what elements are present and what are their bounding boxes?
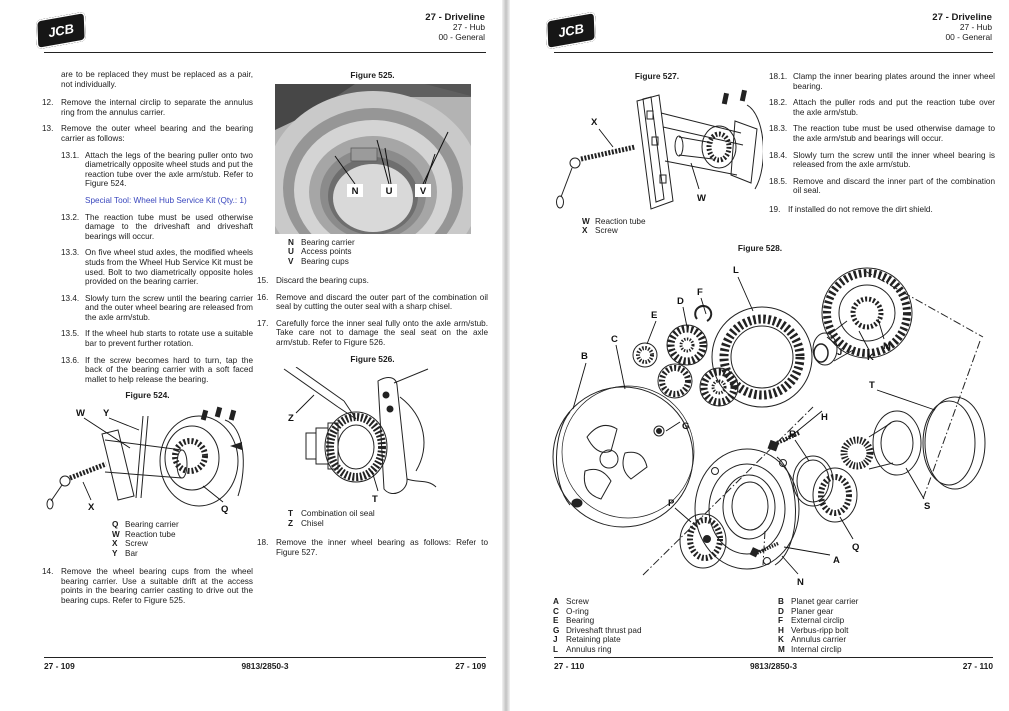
- figure-526-diagram: [278, 367, 468, 505]
- substep-number: 13.1.: [61, 150, 80, 160]
- page-footer: [554, 662, 993, 672]
- special-tool-note: Special Tool: Wheel Hub Service Kit (Qty.: 1): [85, 195, 247, 205]
- figure-527-legend: [582, 217, 763, 236]
- step-19: [769, 205, 995, 215]
- fig525-callout-u: U: [385, 185, 392, 197]
- wheel-hub-drawing: [680, 449, 799, 569]
- frame-and-hub-drawing: [661, 105, 763, 189]
- fig528-callout-b: B: [581, 350, 588, 362]
- header-rule: [44, 52, 486, 53]
- step-13-4: [61, 294, 253, 323]
- header-rule: [554, 52, 993, 53]
- fig528-callout-m: M: [883, 340, 891, 352]
- axis-lines: [643, 271, 983, 575]
- legend-row: M Internal circlip: [778, 644, 842, 654]
- substep-number: 18.2.: [769, 98, 788, 108]
- page-header: [425, 12, 485, 43]
- step-number: 18.: [257, 538, 269, 548]
- footer-doc-number: 9813/2850-3: [749, 661, 798, 671]
- fig528-callout-l: L: [733, 264, 739, 276]
- substep-text: If the screw becomes hard to turn, tap the back of the bearing carrier with a soft faced mallet to help release the bearing.: [85, 355, 253, 384]
- seal-drawing: [306, 412, 387, 482]
- figure-528-legend-right: [778, 597, 988, 654]
- substep-number: 18.1.: [769, 72, 788, 81]
- plate-drawing: [637, 95, 673, 209]
- legend-row: L Annulus ring: [553, 644, 612, 654]
- right-page-column-2: [769, 66, 995, 222]
- fig528-callout-g: G: [682, 420, 690, 432]
- fig528-callout-j: J: [837, 346, 843, 358]
- step-18-3: [769, 124, 995, 143]
- page-left: [0, 0, 502, 711]
- header-subsection: 00 - General: [438, 31, 485, 42]
- page-footer: [44, 662, 486, 672]
- step-number: 15.: [257, 276, 269, 286]
- figure-526-legend: [288, 509, 488, 528]
- legend-row: V Bearing cups: [288, 256, 349, 266]
- step-18-5: [769, 177, 995, 196]
- legend-row: B Planet gear carrier: [778, 597, 859, 606]
- substep-number: 13.2.: [61, 212, 80, 222]
- substep-number: 13.3.: [61, 248, 80, 258]
- fig524-callout-q: Q: [221, 504, 229, 516]
- fig528-callout-c: C: [611, 333, 618, 345]
- figure-527: [551, 72, 763, 236]
- figure-528-legend-left: [553, 597, 763, 654]
- screw-drawing: [557, 147, 636, 208]
- step-text: Discard the bearing cups.: [276, 276, 369, 286]
- fig528-callout-a: A: [833, 554, 840, 566]
- header-chapter: 27 - Driveline: [932, 12, 992, 23]
- step-number: 16.: [257, 292, 269, 302]
- right-page-column-1: [551, 66, 763, 236]
- header-section: 27 - Hub: [452, 22, 485, 32]
- left-page-column-2: [257, 66, 488, 564]
- jcb-logo-text: JCB: [46, 20, 76, 40]
- legend-row: C O-ring: [553, 606, 589, 616]
- step-number: 19.: [769, 204, 781, 214]
- fig528-callout-s: S: [924, 500, 931, 512]
- fig527-callout-x: X: [591, 116, 598, 128]
- step-14: [42, 567, 253, 605]
- chisel-drawing: [284, 367, 356, 419]
- step-18-4: [769, 151, 995, 170]
- fig528-callout-t: T: [869, 379, 875, 391]
- substep-number: 18.5.: [769, 176, 788, 186]
- legend-row: E Bearing: [553, 616, 595, 625]
- footer-page-number-left: 27 - 109: [44, 661, 75, 671]
- page-right: [510, 0, 1009, 711]
- carrier-drawing: [813, 268, 912, 365]
- figure-524-title: Figure 524.: [125, 390, 170, 401]
- fig526-callout-z: Z: [287, 413, 294, 425]
- step-13-2: [61, 213, 253, 242]
- legend-row: D Planer gear: [778, 606, 834, 616]
- legend-row: T Combination oil seal: [288, 509, 375, 519]
- substep-text: Attach the puller rods and put the reaction tube over the axle arm/stub.: [793, 98, 995, 117]
- axle-stub-drawing: [844, 397, 985, 489]
- step-text: Remove and discard the outer part of the combination oil seal by cutting the outer seal with a sharp chisel.: [276, 292, 488, 312]
- legend-row: W Reaction tube: [582, 216, 646, 226]
- fig528-callout-d: D: [677, 295, 684, 307]
- step-text: Remove the wheel bearing cups from the wheel bearing carrier. Use a suitable drift at the access points in the bearing carrier casting to drive out the bearing cups. Refer to Figure 525.: [61, 567, 253, 605]
- hub-drawing: [160, 416, 243, 506]
- figure-525-legend: [288, 238, 488, 267]
- annulus-ring-drawing: [712, 307, 812, 407]
- paragraph-continuation: are to be replaced they must be replaced as a pair, not individually.: [61, 70, 253, 89]
- legend-row: J Retaining plate: [553, 635, 621, 644]
- footer-rule: [44, 657, 486, 658]
- header-subsection: 00 - General: [945, 31, 992, 42]
- step-18-2: [769, 98, 995, 117]
- legend-row: Q Bearing carrier: [112, 520, 179, 530]
- fig528-callout-q: Q: [852, 541, 860, 553]
- fig526-callout-t: T: [371, 494, 378, 506]
- step-number: 17.: [257, 318, 269, 328]
- footer-doc-number: 9813/2850-3: [241, 661, 289, 671]
- header-chapter: 27 - Driveline: [425, 12, 485, 23]
- step-13-5: [61, 329, 253, 348]
- legend-row: A Screw: [553, 597, 589, 606]
- fig524-callout-y: Y: [103, 408, 110, 420]
- step-18: [257, 538, 488, 557]
- footer-rule: [554, 657, 993, 658]
- step-16: [257, 293, 488, 312]
- substep-number: 18.3.: [769, 124, 788, 134]
- footer-page-number-right: 27 - 110: [962, 661, 993, 671]
- legend-row: Y Bar: [112, 548, 138, 558]
- fig528-callout-k: K: [867, 351, 874, 363]
- figure-525: [257, 71, 488, 266]
- step-number: 12.: [42, 98, 54, 108]
- screw-drawing: [47, 464, 106, 509]
- substep-number: 18.4.: [769, 150, 788, 160]
- substep-number: 13.5.: [61, 329, 80, 339]
- figure-528: [525, 240, 995, 595]
- substep-text: Slowly turn the screw until the inner wheel bearing is released from the axle arm/stub.: [793, 150, 995, 170]
- fig524-callout-x: X: [88, 502, 95, 514]
- figure-527-diagram: [551, 85, 763, 213]
- substep-text: The reaction tube must be used otherwise damage to the driveshaft and driveshaft bearings will occur.: [85, 212, 253, 241]
- figure-528-diagram: [525, 257, 995, 595]
- legend-row: Z Chisel: [288, 518, 324, 528]
- substep-number: 13.4.: [61, 293, 80, 303]
- jcb-logo: [546, 12, 596, 50]
- step-text: Remove the outer wheel bearing and the bearing carrier as follows:: [61, 124, 253, 143]
- step-text: Carefully force the inner seal fully onto the axle arm/stub. Take care not to damage the seal seat on the axle arm/stub. Refer to Figure 526.: [276, 318, 488, 348]
- substep-text: Attach the legs of the bearing puller onto two diametrically opposite wheel studs and put the reaction tube over the axle arm/stub. Refer to Figure 524.: [85, 150, 253, 189]
- substep-text: If the wheel hub starts to rotate use a suitable bar to prevent further rotation.: [85, 329, 253, 349]
- figure-526: [257, 355, 488, 529]
- legend-row: K Annulus carrier: [778, 635, 847, 644]
- step-13: [42, 124, 253, 143]
- substep-text: The reaction tube must be used otherwise damage to the axle arm/stub and bearings will occur.: [793, 124, 995, 143]
- step-number: 13.: [42, 124, 54, 134]
- step-text: Remove the inner wheel bearing as follows: Refer to Figure 527.: [276, 538, 488, 557]
- step-17: [257, 319, 488, 348]
- fig525-callout-v: V: [419, 185, 426, 197]
- fig528-callout-r: R: [789, 428, 796, 440]
- step-15: [257, 276, 488, 286]
- fig528-callout-h: H: [821, 411, 828, 423]
- footer-page-number-right: 27 - 109: [455, 661, 486, 671]
- fig528-callout-p: P: [668, 497, 675, 509]
- page-header: [932, 12, 992, 43]
- step-number: 14.: [42, 567, 54, 577]
- fig528-callout-e: E: [651, 309, 658, 321]
- step-13-6: [61, 356, 253, 385]
- legend-row: U Access points: [288, 247, 352, 257]
- figure-528-title: Figure 528.: [737, 243, 783, 253]
- page-gutter: [502, 0, 510, 711]
- fig528-callout-n: N: [797, 576, 804, 588]
- step-13-1: [61, 151, 253, 189]
- footer-page-number-left: 27 - 110: [554, 661, 585, 671]
- access-point-detail: [351, 148, 377, 161]
- legend-row: W Reaction tube: [112, 529, 176, 539]
- step-text: If installed do not remove the dirt shield.: [788, 204, 933, 214]
- legend-row: X Screw: [582, 226, 618, 236]
- figure-527-title: Figure 527.: [634, 71, 680, 81]
- fig528-callout-f: F: [697, 286, 703, 298]
- fig527-callout-w: W: [697, 192, 706, 204]
- step-12: [42, 98, 253, 117]
- step-text: Remove the internal circlip to separate the annulus ring from the annulus carrier.: [61, 98, 253, 117]
- substep-text: Remove and discard the inner part of the combination oil seal.: [793, 176, 995, 196]
- figure-524-diagram: [42, 404, 253, 516]
- figure-525-photo: [275, 84, 471, 234]
- fig524-callout-w: W: [76, 408, 85, 420]
- figure-524-legend: [112, 520, 253, 558]
- legend-row: F External circlip: [778, 616, 845, 625]
- substep-text: Slowly turn the screw until the bearing carrier and the outer wheel bearing are released from the axle arm/stub.: [85, 293, 253, 322]
- substep-text: Clamp the inner bearing plates around the inner wheel bearing.: [793, 72, 995, 91]
- wheel-studs: [722, 89, 747, 104]
- substep-text: On five wheel stud axles, the modified wheels studs from the Wheel Hub Service Kit must be used. Bolt to two diametrically opposite holes provided on the bearing carrier.: [85, 248, 253, 287]
- fig525-callout-n: N: [351, 185, 358, 197]
- substep-number: 13.6.: [61, 355, 80, 365]
- figure-524: [42, 391, 253, 558]
- legend-row: N Bearing carrier: [288, 237, 355, 247]
- jcb-logo-text: JCB: [556, 20, 586, 40]
- hub-plate-drawing: [378, 369, 436, 494]
- figure-525-title: Figure 525.: [350, 70, 395, 80]
- left-page-column-1: [42, 66, 253, 612]
- step-13-3: [61, 248, 253, 286]
- header-section: 27 - Hub: [959, 22, 992, 32]
- step-18-1: [769, 72, 995, 91]
- figure-526-title: Figure 526.: [350, 353, 395, 364]
- legend-row: X Screw: [112, 539, 148, 549]
- legend-row: H Verbus-ripp bolt: [778, 625, 849, 635]
- seal-bearing-drawing: [793, 456, 857, 522]
- jcb-logo: [36, 12, 86, 50]
- legend-row: G Driveshaft thrust pad: [553, 625, 642, 635]
